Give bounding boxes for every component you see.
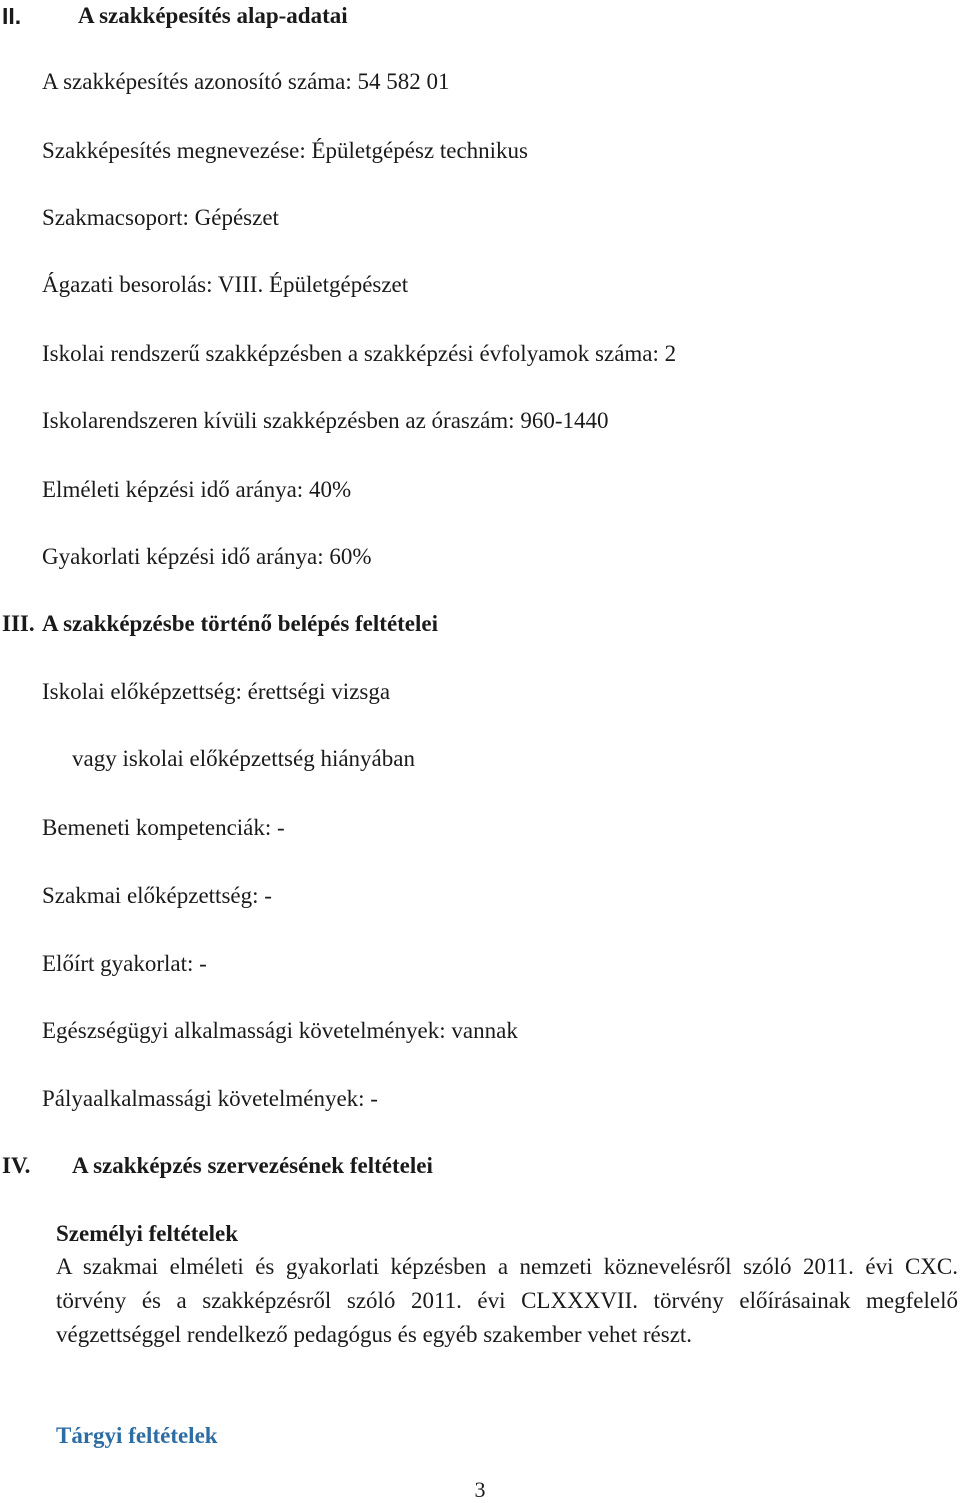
- section-ii-line-name: Szakképesítés megnevezése: Épületgépész technikus: [42, 138, 529, 163]
- section-iv-number: IV.: [2, 1153, 31, 1178]
- page-number: 3: [474, 1477, 486, 1502]
- section-ii-line-hours: Iskolarendszeren kívüli szakképzésben az óraszám: 960-1440: [42, 408, 609, 433]
- section-iii-number: III.: [2, 611, 35, 636]
- section-ii-line-practice: Gyakorlati képzési idő aránya: 60%: [42, 544, 372, 569]
- section-iii-line-competencies: Bemeneti kompetenciák: -: [42, 815, 285, 840]
- section-ii-title: A szakképesítés alap-adatai: [78, 3, 348, 28]
- section-iv-title: A szakképzés szervezésének feltételei: [72, 1153, 433, 1178]
- section-iii-line-aptitude: Pályaalkalmassági követelmények: -: [42, 1086, 378, 1111]
- section-ii-line-years: Iskolai rendszerű szakképzésben a szakképzési évfolyamok száma: 2: [42, 341, 677, 366]
- section-ii-line-group: Szakmacsoport: Gépészet: [42, 205, 279, 230]
- section-ii-number: II.: [2, 3, 22, 29]
- section-iii-line-prior-training: Szakmai előképzettség: -: [42, 883, 272, 908]
- personal-requirements-text: A szakmai elméleti és gyakorlati képzésben a nemzeti köznevelésről szóló 2011. évi CXC. törvény és a szakképzésről szóló 2011. évi CLXXXVII. törvény előírásainak megfelelő végzettséggel rendelkező pedagógus és egyéb szakember vehet részt.: [56, 1254, 958, 1347]
- section-iii-line-alternative: vagy iskolai előképzettség hiányában: [72, 746, 415, 771]
- personal-requirements-heading: Személyi feltételek: [56, 1221, 238, 1246]
- section-ii-line-theory: Elméleti képzési idő aránya: 40%: [42, 477, 352, 502]
- section-ii-line-sector: Ágazati besorolás: VIII. Épületgépészet: [42, 272, 409, 297]
- section-iii-line-practice: Előírt gyakorlat: -: [42, 951, 207, 976]
- section-ii-line-id: A szakképesítés azonosító száma: 54 582 01: [42, 69, 450, 94]
- section-iii-title: A szakképzésbe történő belépés feltételei: [42, 611, 439, 636]
- material-requirements-heading: Tárgyi feltételek: [56, 1423, 218, 1448]
- section-iii-line-health: Egészségügyi alkalmassági követelmények: vannak: [42, 1018, 518, 1043]
- section-iii-line-education: Iskolai előképzettség: érettségi vizsga: [42, 679, 391, 704]
